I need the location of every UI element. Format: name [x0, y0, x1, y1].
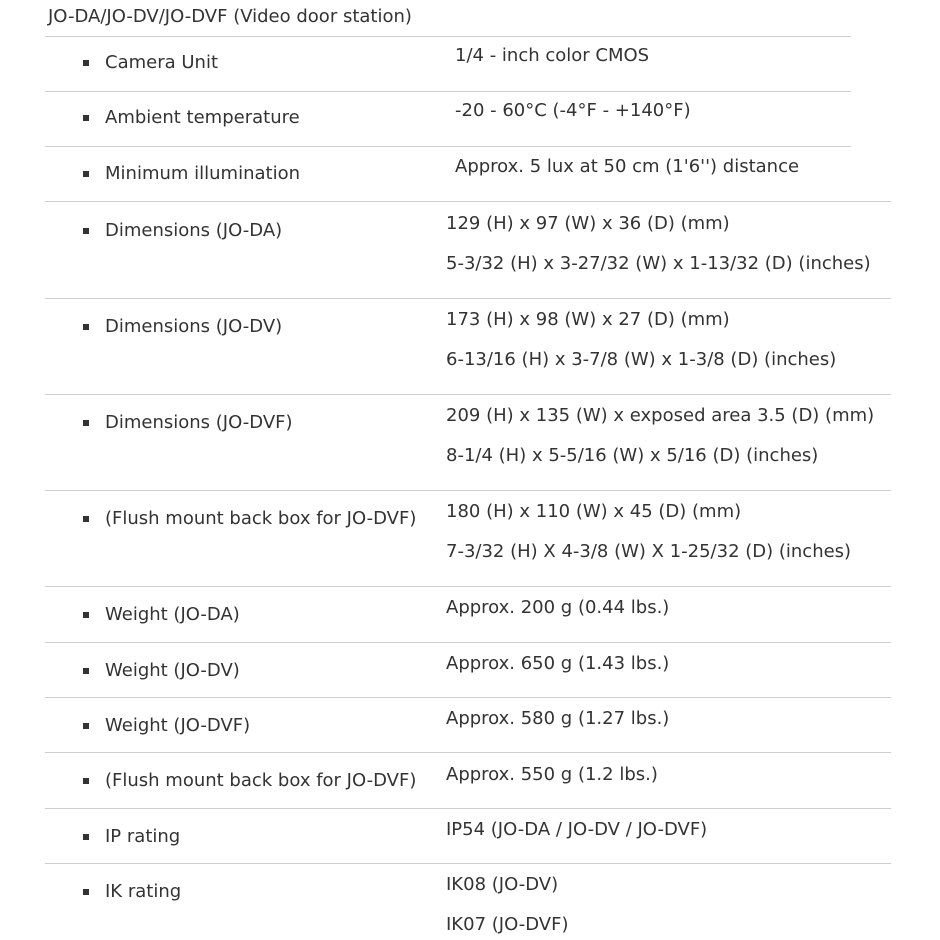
- spec-value: 6-13/16 (H) x 3-7/8 (W) x 1-3/8 (D) (inches): [446, 349, 837, 370]
- spec-value: 180 (H) x 110 (W) x 45 (D) (mm): [446, 501, 742, 522]
- spec-value: 209 (H) x 135 (W) x exposed area 3.5 (D) (mm): [446, 405, 875, 426]
- bullet-icon: [83, 60, 89, 66]
- spec-label: Weight (JO-DV): [105, 660, 240, 681]
- row-divider: [45, 201, 891, 202]
- spec-label: Minimum illumination: [105, 163, 301, 184]
- spec-value: 129 (H) x 97 (W) x 36 (D) (mm): [446, 213, 730, 234]
- row-divider: [45, 490, 891, 491]
- spec-label: Camera Unit: [105, 52, 219, 73]
- row-divider: [45, 642, 891, 643]
- bullet-icon: [83, 516, 89, 522]
- spec-value: 173 (H) x 98 (W) x 27 (D) (mm): [446, 309, 730, 330]
- row-divider: [45, 394, 891, 395]
- bullet-icon: [83, 115, 89, 121]
- spec-label: (Flush mount back box for JO-DVF): [105, 770, 417, 791]
- spec-label: Weight (JO-DA): [105, 604, 240, 625]
- spec-value: 7-3/32 (H) X 4-3/8 (W) X 1-25/32 (D) (inches): [446, 541, 852, 562]
- row-divider: [45, 697, 891, 698]
- spec-value: IK08 (JO-DV): [446, 874, 559, 895]
- bullet-icon: [83, 420, 89, 426]
- bullet-icon: [83, 171, 89, 177]
- bullet-icon: [83, 612, 89, 618]
- bullet-icon: [83, 324, 89, 330]
- spec-value: Approx. 550 g (1.2 lbs.): [446, 764, 658, 785]
- row-divider: [45, 298, 891, 299]
- row-divider: [45, 36, 851, 37]
- bullet-icon: [83, 668, 89, 674]
- spec-label: Dimensions (JO-DA): [105, 220, 283, 241]
- spec-value: 8-1/4 (H) x 5-5/16 (W) x 5/16 (D) (inches): [446, 445, 819, 466]
- spec-value: -20 - 60°C (-4°F - +140°F): [455, 100, 691, 121]
- row-divider: [45, 752, 891, 753]
- bullet-icon: [83, 778, 89, 784]
- spec-label: (Flush mount back box for JO-DVF): [105, 508, 417, 529]
- spec-label: Weight (JO-DVF): [105, 715, 251, 736]
- spec-value: 1/4 - inch color CMOS: [455, 45, 650, 66]
- bullet-icon: [83, 834, 89, 840]
- spec-value: Approx. 580 g (1.27 lbs.): [446, 708, 670, 729]
- spec-value: IK07 (JO-DVF): [446, 914, 569, 935]
- row-divider: [45, 808, 891, 809]
- spec-label: IP rating: [105, 826, 181, 847]
- spec-label: IK rating: [105, 881, 182, 902]
- page-title: JO-DA/JO-DV/JO-DVF (Video door station): [48, 6, 412, 27]
- row-divider: [45, 91, 851, 92]
- spec-label: Ambient temperature: [105, 107, 300, 128]
- row-divider: [45, 863, 891, 864]
- bullet-icon: [83, 889, 89, 895]
- row-divider: [45, 586, 891, 587]
- bullet-icon: [83, 723, 89, 729]
- spec-value: Approx. 5 lux at 50 cm (1'6'') distance: [455, 156, 800, 177]
- spec-label: Dimensions (JO-DV): [105, 316, 283, 337]
- spec-value: 5-3/32 (H) x 3-27/32 (W) x 1-13/32 (D) (inches): [446, 253, 871, 274]
- spec-value: Approx. 650 g (1.43 lbs.): [446, 653, 670, 674]
- spec-value: IP54 (JO-DA / JO-DV / JO-DVF): [446, 819, 708, 840]
- spec-label: Dimensions (JO-DVF): [105, 412, 293, 433]
- spec-value: Approx. 200 g (0.44 lbs.): [446, 597, 670, 618]
- bullet-icon: [83, 228, 89, 234]
- row-divider: [45, 146, 851, 147]
